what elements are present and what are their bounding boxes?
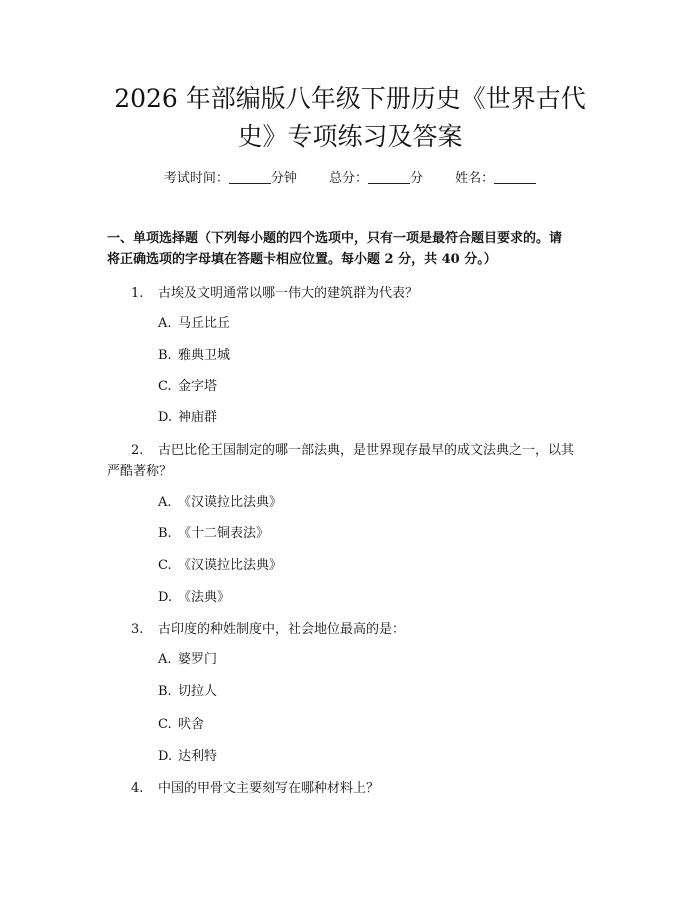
option-letter: D.	[158, 410, 173, 425]
total-score-blank	[368, 169, 410, 184]
option-text: 金字塔	[178, 379, 218, 394]
option-letter: B.	[158, 684, 172, 699]
option-text: 达利特	[178, 749, 218, 764]
option-text: 神庙群	[178, 410, 218, 425]
q1-option-a	[158, 315, 578, 333]
question-3	[107, 619, 597, 640]
question-text: 中国的甲骨文主要刻写在哪种材料上？	[158, 781, 380, 796]
option-text: 《十二铜表法》	[178, 526, 270, 541]
option-letter: C.	[158, 717, 172, 732]
option-letter: A.	[158, 316, 172, 331]
exam-time	[164, 171, 297, 186]
option-letter: C.	[158, 558, 172, 573]
q3-option-a	[158, 651, 578, 669]
question-2	[107, 440, 597, 482]
option-letter: D.	[158, 749, 173, 764]
q2-option-c	[158, 557, 578, 575]
question-number: 3.	[131, 622, 144, 637]
student-name	[455, 171, 536, 186]
title-line-2: 史》专项练习及答案	[237, 122, 463, 151]
section-heading-line-2: 将正确选项的字母填在答题卡相应位置。每小题 2 分，共 40 分。）	[107, 252, 497, 267]
option-text: 《汉谟拉比法典》	[178, 495, 283, 510]
question-1	[107, 283, 597, 304]
option-letter: D.	[158, 590, 173, 605]
q1-option-b	[158, 347, 578, 365]
document-title	[95, 80, 605, 156]
section-heading-line-1: 一、单项选择题（下列每小题的四个选项中，只有一项是最符合题目要求的。请	[107, 231, 563, 246]
total-score	[329, 171, 423, 186]
student-name-blank	[494, 169, 536, 184]
question-number: 4.	[131, 781, 144, 796]
question-text: 古印度的种姓制度中，社会地位最高的是：	[158, 622, 406, 637]
exam-time-unit: 分钟	[270, 171, 297, 186]
option-text: 吠舍	[178, 717, 205, 732]
exam-info-line	[0, 169, 700, 188]
q2-option-a	[158, 494, 578, 512]
option-text: 《法典》	[178, 590, 231, 605]
option-letter: C.	[158, 379, 172, 394]
student-name-label: 姓名：	[455, 171, 495, 186]
option-text: 婆罗门	[178, 652, 218, 667]
option-letter: B.	[158, 348, 172, 363]
question-4	[107, 778, 597, 799]
q1-option-d	[158, 409, 578, 427]
total-score-label: 总分：	[328, 171, 368, 186]
q2-option-b	[158, 525, 578, 543]
exam-time-label: 考试时间：	[163, 171, 229, 186]
option-text: 切拉人	[178, 684, 218, 699]
option-letter: B.	[158, 526, 172, 541]
option-letter: A.	[158, 495, 172, 510]
exam-time-blank	[229, 169, 271, 184]
title-line-1: 2026 年部编版八年级下册历史《世界古代	[114, 84, 586, 113]
q3-option-c	[158, 716, 578, 734]
q3-option-b	[158, 683, 578, 701]
question-text: 古埃及文明通常以哪一伟大的建筑群为代表？	[158, 286, 419, 301]
q1-option-c	[158, 378, 578, 396]
option-text: 《汉谟拉比法典》	[178, 558, 283, 573]
question-number: 2.	[131, 443, 144, 458]
question-text-continued: 严酷著称？	[107, 464, 173, 479]
q3-option-d	[158, 748, 578, 766]
question-number: 1.	[131, 286, 144, 301]
question-text: 古巴比伦王国制定的哪一部法典，是世界现存最早的成文法典之一，以其	[158, 443, 575, 458]
option-letter: A.	[158, 652, 172, 667]
section-heading	[107, 228, 597, 270]
total-score-unit: 分	[410, 171, 424, 186]
option-text: 雅典卫城	[178, 348, 231, 363]
option-text: 马丘比丘	[178, 316, 231, 331]
q2-option-d	[158, 589, 578, 607]
